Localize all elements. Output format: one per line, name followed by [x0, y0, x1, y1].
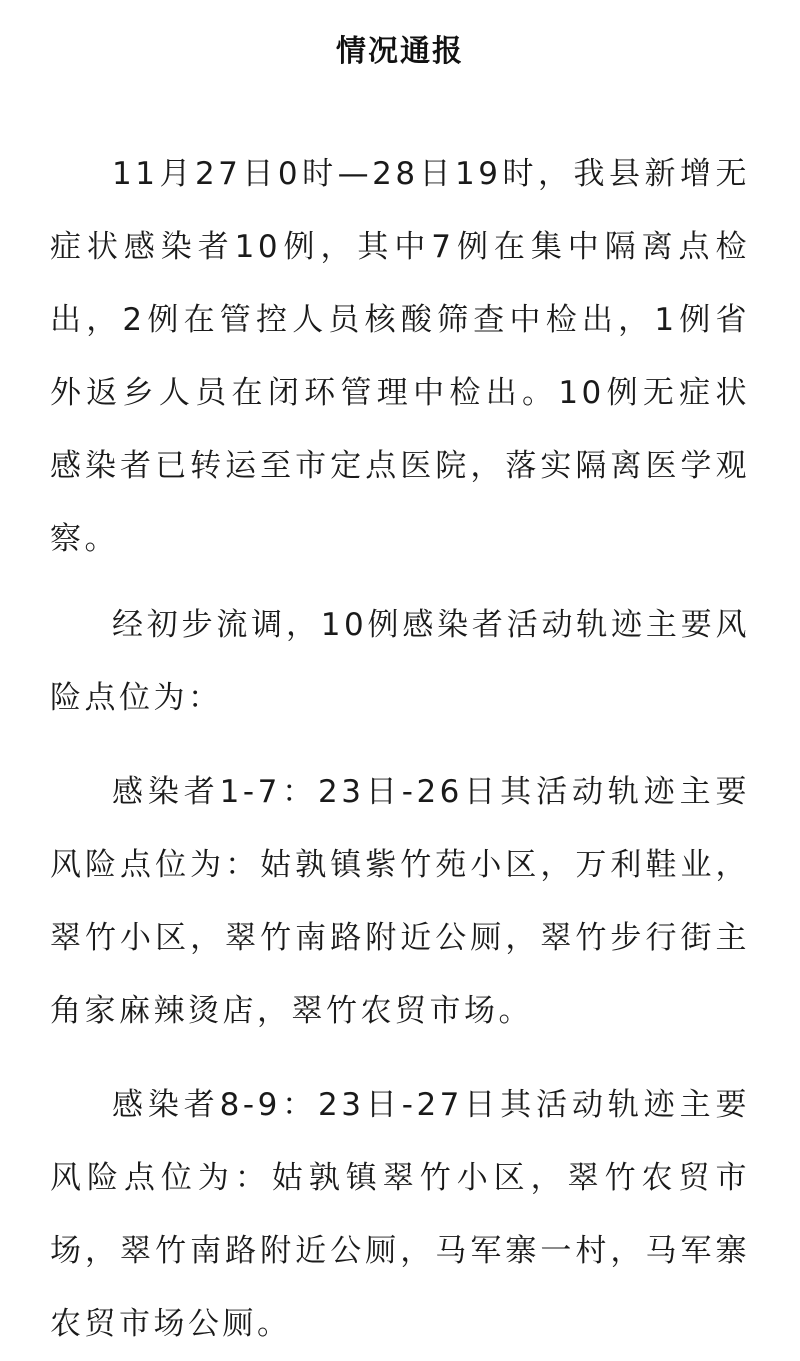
- paragraph-new-cases: 11月27日0时—28日19时，我县新增无症状感染者10例，其中7例在集中隔离点检出，2例在管控人员核酸筛查中检出，1例省外返乡人员在闭环管理中检出。10例无症状感染者已转运至市定点医院，落实隔离医学观察。: [50, 156, 750, 557]
- paragraph-tracing-intro: 经初步流调，10例感染者活动轨迹主要风险点位为：: [50, 607, 750, 716]
- paragraph-cases-1-7: 感染者1-7：23日-26日其活动轨迹主要风险点位为：姑孰镇紫竹苑小区，万利鞋业，翠竹小区，翠竹南路附近公厕，翠竹步行街主角家麻辣烫店，翠竹农贸市场。: [50, 774, 750, 1029]
- document-body: [50, 138, 750, 1361]
- paragraph-cases-8-9: 感染者8-9：23日-27日其活动轨迹主要风险点位为：姑孰镇翠竹小区，翠竹农贸市场，翠竹南路附近公厕，马军寨一村，马军寨农贸市场公厕。: [50, 1087, 750, 1342]
- document-title: 情况通报: [336, 34, 464, 69]
